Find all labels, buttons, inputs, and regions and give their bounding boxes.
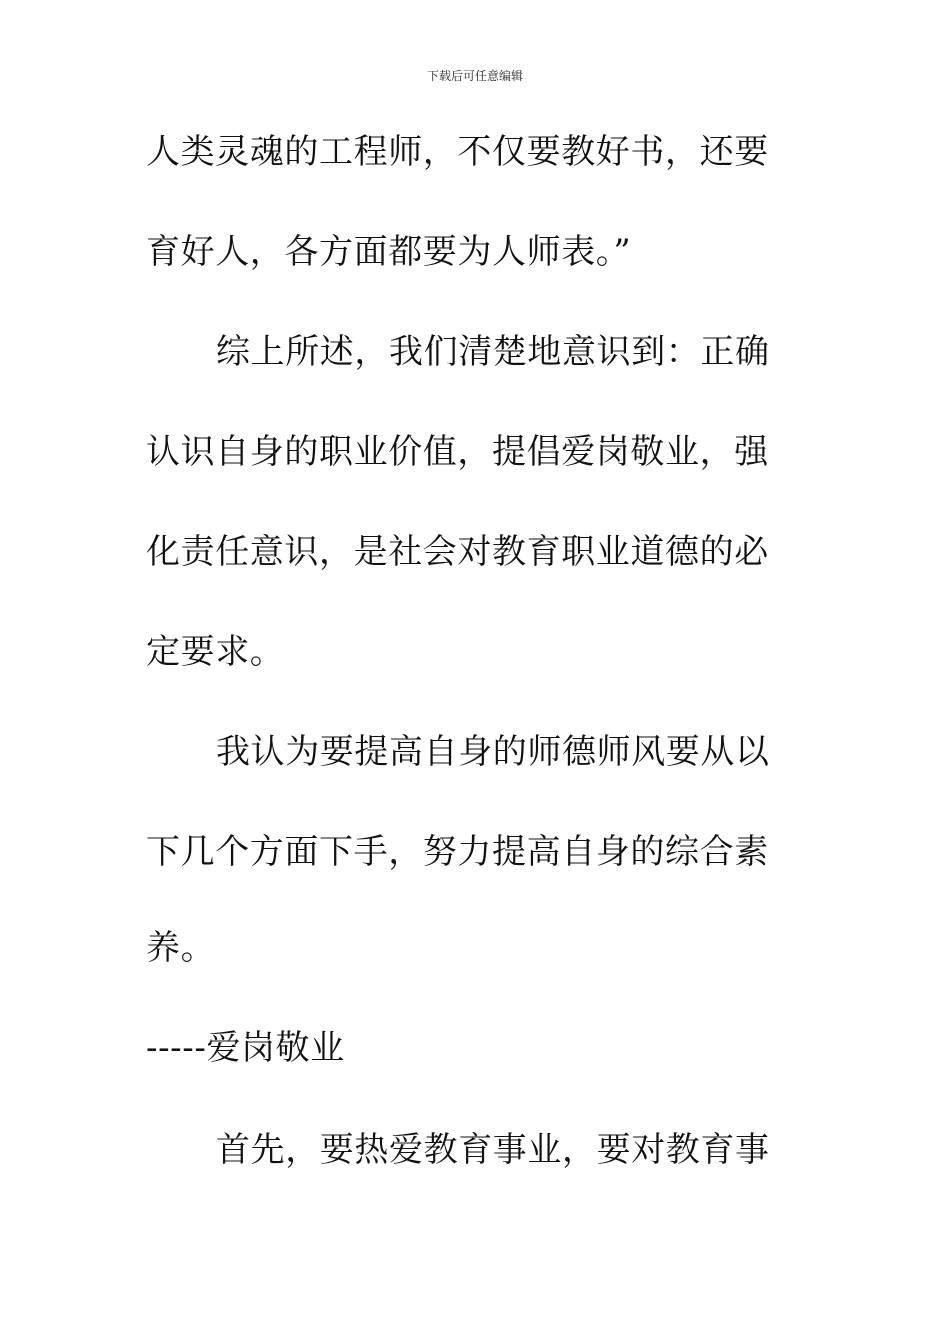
text-line: 育好人，各方面都要为人师表。” bbox=[146, 232, 632, 272]
paragraph-start-line: 综上所述，我们清楚地意识到：正确 bbox=[216, 332, 770, 372]
page-header: 下载后可任意编辑 bbox=[426, 69, 523, 83]
section-heading: -----爱岗敬业 bbox=[146, 1028, 345, 1068]
text-line: 认识自身的职业价值，提倡爱岗敬业，强 bbox=[146, 432, 769, 472]
text-line: 养。 bbox=[146, 928, 216, 968]
paragraph-start-line: 我认为要提高自身的师德师风要从以 bbox=[216, 732, 770, 772]
text-line: 定要求。 bbox=[146, 632, 285, 672]
text-line: 下几个方面下手，努力提高自身的综合素 bbox=[146, 832, 769, 872]
text-line: 人类灵魂的工程师，不仅要教好书，还要 bbox=[146, 132, 769, 172]
text-line: 化责任意识，是社会对教育职业道德的必 bbox=[146, 532, 769, 572]
paragraph-start-line: 首先，要热爱教育事业，要对教育事 bbox=[216, 1130, 770, 1170]
